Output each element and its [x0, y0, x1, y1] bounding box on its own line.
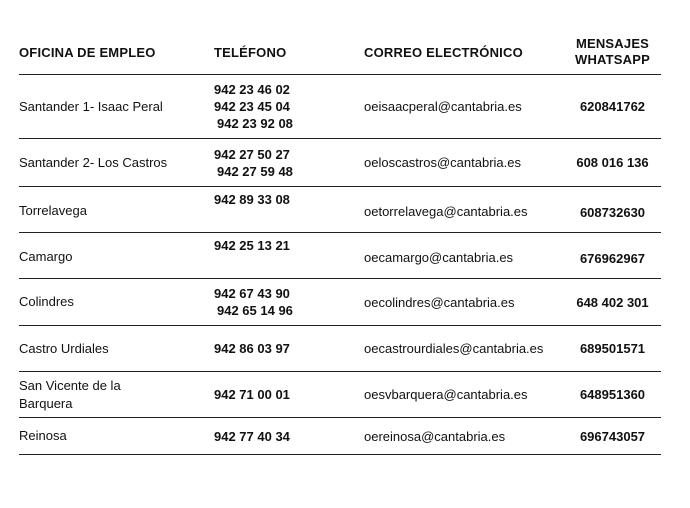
office-phones: [214, 326, 364, 372]
phone-number: 942 27 59 48: [217, 163, 293, 179]
office-name: Castro Urdiales: [19, 326, 214, 372]
header-whatsapp-line2: WHATSAPP: [574, 52, 651, 67]
table-row: [19, 187, 661, 233]
office-whatsapp: 648951360: [564, 372, 661, 418]
office-phones: [214, 187, 364, 233]
office-email: oecamargo@cantabria.es: [364, 233, 564, 279]
phone-number: 942 23 92 08: [217, 116, 293, 131]
table-row: [19, 139, 661, 187]
table-row: [19, 418, 661, 455]
phone-number: 942 25 13 21: [214, 238, 290, 253]
office-email: oeisaacperal@cantabria.es: [364, 75, 564, 139]
office-name: San Vicente de la Barquera: [19, 372, 214, 418]
table-row: [19, 75, 661, 139]
office-email: oetorrelavega@cantabria.es: [364, 187, 564, 233]
office-email: oesvbarquera@cantabria.es: [364, 372, 564, 418]
office-name: Santander 1- Isaac Peral: [19, 75, 214, 139]
office-name: Santander 2- Los Castros: [19, 139, 214, 187]
office-email: oeloscastros@cantabria.es: [364, 139, 564, 187]
office-phones: [214, 418, 364, 455]
table-row: [19, 279, 661, 326]
table-row: [19, 233, 661, 279]
office-email: oereinosa@cantabria.es: [364, 418, 564, 455]
phone-number: 942 86 03 97: [214, 341, 290, 356]
phone-number: 942 71 00 01: [214, 387, 290, 402]
table-header-row: [19, 30, 661, 75]
phone-number: 942 27 50 27: [214, 146, 290, 162]
office-phones: [214, 372, 364, 418]
phone-number: 942 77 40 34: [214, 428, 290, 444]
office-name: Camargo: [19, 233, 214, 279]
phone-number: 942 23 45 04: [214, 99, 290, 114]
office-whatsapp: 648 402 301: [564, 279, 661, 326]
office-email: oecolindres@cantabria.es: [364, 279, 564, 326]
office-phones: [214, 233, 364, 279]
office-whatsapp: 608 016 136: [564, 139, 661, 187]
phone-number: 942 67 43 90: [214, 286, 290, 301]
office-whatsapp: 608732630: [564, 187, 661, 233]
header-phone: TELÉFONO: [214, 30, 364, 75]
office-email: oecastrourdiales@cantabria.es: [364, 326, 564, 372]
phone-number: 942 65 14 96: [217, 303, 293, 318]
phone-number: 942 23 46 02: [214, 82, 290, 97]
table-row: [19, 372, 661, 418]
office-phones: [214, 279, 364, 326]
header-email: CORREO ELECTRÓNICO: [364, 30, 564, 75]
office-phones: [214, 139, 364, 187]
office-whatsapp: 696743057: [564, 418, 661, 455]
office-phones: [214, 75, 364, 139]
office-name: Torrelavega: [19, 187, 214, 233]
table-row: [19, 326, 661, 372]
office-whatsapp: 620841762: [564, 75, 661, 139]
office-name: Colindres: [19, 279, 214, 326]
office-whatsapp: 689501571: [564, 326, 661, 372]
phone-number: 942 89 33 08: [214, 192, 290, 207]
office-whatsapp: 676962967: [564, 233, 661, 279]
office-name: Reinosa: [19, 418, 214, 455]
header-whatsapp: [564, 30, 661, 75]
employment-offices-table: [19, 30, 661, 455]
header-office: OFICINA DE EMPLEO: [19, 30, 214, 75]
header-whatsapp-line1: MENSAJES: [575, 36, 650, 51]
